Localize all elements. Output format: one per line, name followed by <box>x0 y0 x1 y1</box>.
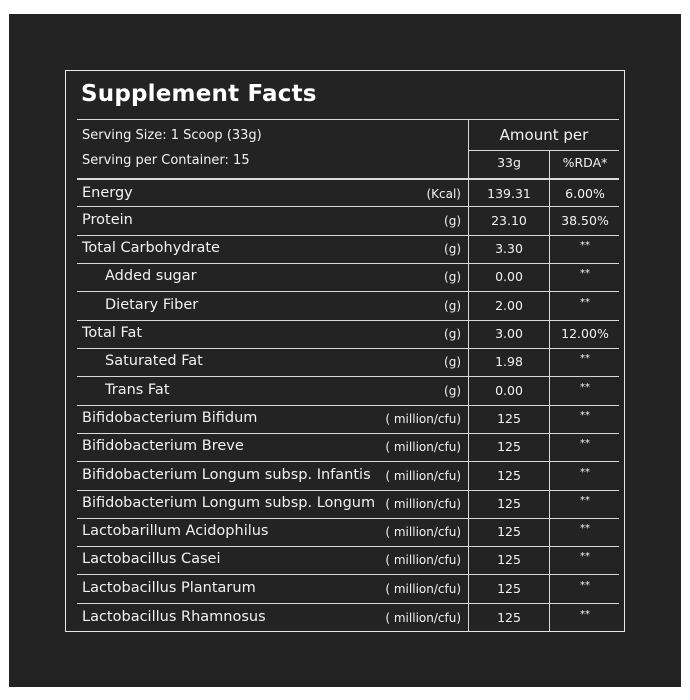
amount-column-header: 33g <box>497 155 521 170</box>
nutrient-rda: ** <box>580 268 590 279</box>
nutrient-amount: 0.00 <box>495 382 523 398</box>
nutrient-amount: 125 <box>497 439 521 454</box>
nutrient-rda: ** <box>580 551 590 562</box>
row-divider <box>77 490 619 491</box>
row-divider <box>77 376 619 377</box>
nutrient-amount: 1.98 <box>495 354 523 369</box>
nutrient-amount: 125 <box>497 580 521 596</box>
nutrient-amount: 125 <box>497 552 521 567</box>
nutrient-rda: ** <box>580 410 590 421</box>
nutrient-amount: 3.30 <box>495 241 523 256</box>
nutrient-rda: ** <box>580 495 590 506</box>
nutrient-unit: (Kcal) <box>426 186 461 201</box>
row-divider <box>77 574 619 575</box>
nutrient-name: Bifidobacterium Longum subsp. Longum <box>82 495 376 511</box>
nutrient-amount: 125 <box>497 524 521 539</box>
nutrient-rda: 12.00% <box>561 326 609 341</box>
nutrient-rda: ** <box>580 466 590 478</box>
nutrient-name: Lactobacillus Plantarum <box>82 579 256 596</box>
label-title: Supplement Facts <box>81 81 317 107</box>
nutrient-name: Lactobarillum Acidophilus <box>82 523 269 539</box>
rda-column-header: %RDA* <box>562 155 608 170</box>
nutrient-name: Protein <box>82 211 133 228</box>
nutrient-name: Saturated Fat <box>105 353 203 369</box>
nutrient-name: Added sugar <box>105 268 197 284</box>
nutrient-amount: 2.00 <box>495 297 523 313</box>
row-divider <box>77 235 619 236</box>
row-divider <box>77 291 619 292</box>
serving-size: Serving Size: 1 Scoop (33g) <box>82 128 262 143</box>
nutrient-rda: ** <box>580 381 590 393</box>
nutrient-unit: (g) <box>444 213 461 228</box>
row-divider <box>77 433 619 434</box>
nutrient-unit: ( million/cfu) <box>385 440 461 454</box>
nutrient-unit: ( million/cfu) <box>385 412 461 426</box>
nutrient-unit: ( million/cfu) <box>385 525 461 539</box>
nutrient-rda: ** <box>580 523 590 534</box>
nutrient-name: Total Fat <box>82 325 143 341</box>
nutrient-unit: (g) <box>444 327 461 341</box>
nutrient-amount: 125 <box>497 496 521 511</box>
title-divider <box>77 119 619 120</box>
row-divider <box>77 518 619 519</box>
nutrient-unit: (g) <box>444 270 461 284</box>
nutrient-rda: ** <box>580 296 590 308</box>
amount-header-divider <box>469 150 619 151</box>
servings-per-container: Serving per Container: 15 <box>82 153 250 168</box>
row-divider <box>77 405 619 406</box>
nutrient-amount: 0.00 <box>495 269 523 284</box>
nutrient-unit: (g) <box>444 242 461 256</box>
amount-per-header: Amount per <box>499 126 589 144</box>
row-divider <box>77 461 619 462</box>
nutrient-name: Bifidobacterium Longum subsp. Infantis <box>82 466 371 483</box>
nutrient-unit: ( million/cfu) <box>385 581 461 596</box>
nutrient-rda: ** <box>580 579 590 591</box>
nutrient-name: Total Carbohydrate <box>82 240 220 256</box>
nutrient-unit: (g) <box>444 383 461 398</box>
nutrient-name: Lactobacillus Rhamnosus <box>82 608 266 625</box>
row-divider <box>77 348 619 349</box>
nutrient-unit: ( million/cfu) <box>385 468 461 483</box>
nutrient-amount: 125 <box>497 467 521 483</box>
nutrient-name: Bifidobacterium Breve <box>82 438 244 454</box>
row-divider <box>77 206 619 207</box>
nutrient-amount: 125 <box>497 411 521 426</box>
nutrient-name: Trans Fat <box>105 381 170 398</box>
header-divider <box>77 178 619 180</box>
row-divider <box>77 603 619 604</box>
nutrient-rda: ** <box>580 353 590 364</box>
nutrient-unit: ( million/cfu) <box>385 553 461 567</box>
nutrient-unit: ( million/cfu) <box>385 610 461 625</box>
nutrient-amount: 3.00 <box>495 326 523 341</box>
nutrient-unit: ( million/cfu) <box>385 497 461 511</box>
nutrient-amount: 23.10 <box>491 212 527 228</box>
nutrient-rda: 6.00% <box>565 185 605 201</box>
nutrient-rda: ** <box>580 240 590 251</box>
nutrient-unit: (g) <box>444 298 461 313</box>
nutrient-name: Bifidobacterium Bifidum <box>82 410 258 426</box>
row-divider <box>77 546 619 547</box>
nutrient-amount: 125 <box>497 609 521 625</box>
nutrient-name: Lactobacillus Casei <box>82 551 221 567</box>
nutrient-rda: ** <box>580 438 590 449</box>
nutrient-rda: 38.50% <box>561 212 609 228</box>
row-divider <box>77 320 619 321</box>
nutrient-unit: (g) <box>444 355 461 369</box>
nutrient-name: Energy <box>82 184 133 201</box>
nutrient-name: Dietary Fiber <box>105 296 199 313</box>
row-divider <box>77 263 619 264</box>
nutrient-rda: ** <box>580 608 590 620</box>
nutrient-amount: 139.31 <box>487 185 531 201</box>
